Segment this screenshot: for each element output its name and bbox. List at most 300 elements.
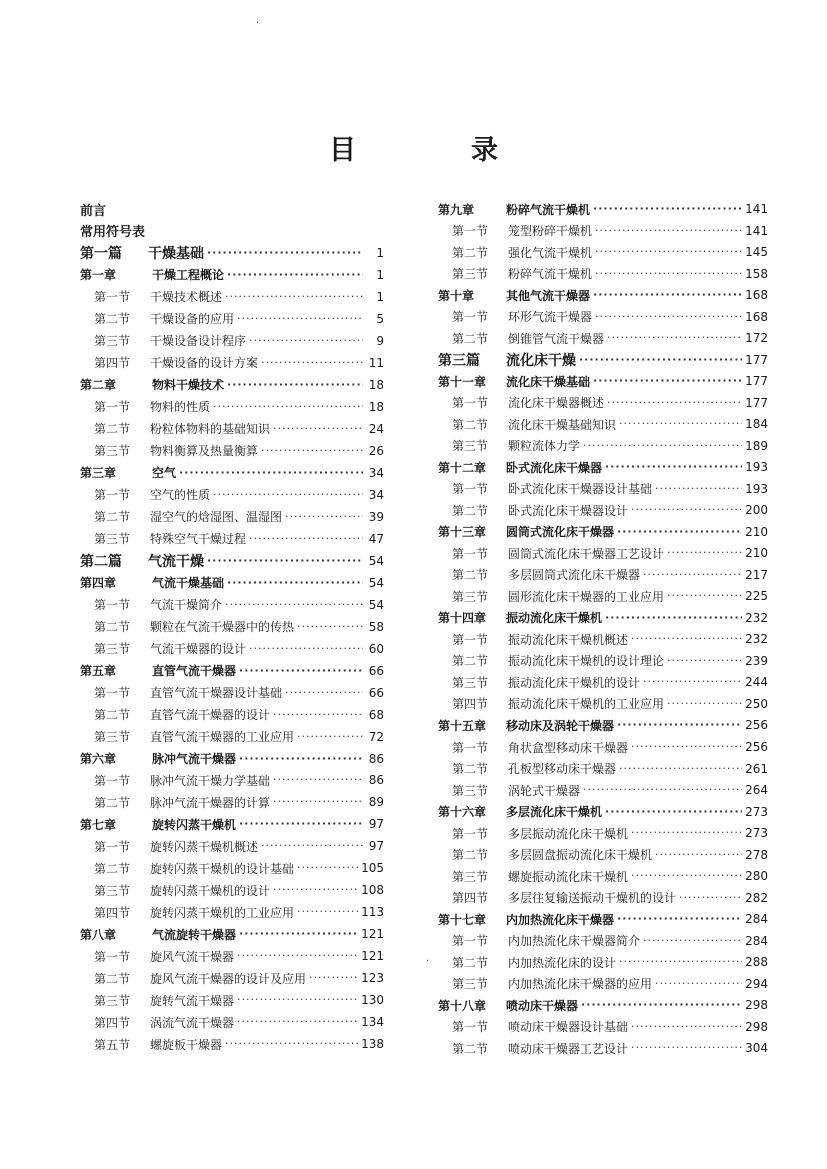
dot-leader [237,945,358,967]
toc-entry-title: 干燥设备的应用 [150,312,235,327]
toc-entry-number: 第一节 [94,488,131,503]
toc-entry-section [438,650,768,672]
dot-leader [179,462,363,484]
toc-entry-number: 第十三章 [438,525,487,540]
toc-entry-title: 物料干燥技术 [152,378,225,393]
toc-entry-page: 256 [745,740,768,754]
toc-entry-number: 第一节 [452,396,489,411]
toc-entry-title: 干燥设备的设计方案 [150,356,259,371]
toc-entry-title: 干燥设备设计程序 [150,334,247,349]
toc-entry-page: 200 [745,503,768,518]
toc-entry-page: 158 [745,266,768,281]
toc-entry-number: 第三节 [94,993,131,1008]
toc-entry-section [438,564,768,586]
toc-entry-page: 232 [745,632,768,647]
toc-entry-number: 第二篇 [80,553,122,570]
dot-leader [593,370,742,392]
toc-entry-number: 第五节 [94,1037,131,1052]
toc-entry-title: 移动床及涡轮干燥器 [506,718,615,733]
dot-leader [249,528,363,550]
toc-entry-chapter [438,456,768,478]
dot-leader [237,308,363,330]
dot-leader [631,736,742,758]
dot-leader [655,478,742,500]
toc-entry-title: 振动流化床干燥机 [506,611,603,626]
dot-leader [273,769,363,791]
toc-entry-number: 第二节 [452,503,489,518]
toc-entry-page: 217 [745,567,768,582]
toc-entry-page: 193 [745,481,768,496]
dot-leader [595,220,742,242]
dot-leader [225,286,363,308]
toc-entry-number: 第一节 [94,949,131,964]
toc-entry-section [438,693,768,715]
toc-entry-title: 振动流化床干燥机的设计 [508,675,641,690]
toc-entry-title: 螺旋板干燥器 [150,1037,223,1052]
toc-entry-number: 第六章 [80,752,117,766]
toc-entry-page: 232 [745,610,768,625]
toc-entry-page: 86 [368,773,384,788]
toc-entry-title: 强化气流干燥机 [508,245,593,260]
toc-entry-chapter [438,521,768,543]
toc-entry-chapter [438,994,768,1016]
toc-entry-title: 空气的性质 [150,488,211,503]
toc-entry-section [80,879,384,901]
toc-entry-page: 280 [745,869,768,884]
toc-entry-page: 123 [361,971,384,986]
toc-entry-number: 第九章 [438,202,475,217]
toc-entry-title: 喷动床干燥器 [506,998,579,1013]
toc-entry-title: 角状盒型移动床干燥器 [508,740,629,755]
toc-entry-number: 第十一章 [438,374,487,389]
toc-entry-page: 239 [745,653,768,668]
toc-entry-page: 189 [745,438,768,453]
dot-leader [617,521,742,543]
toc-entry-front [80,220,384,242]
toc-entry-section [80,945,384,967]
toc-entry-chapter [438,801,768,823]
toc-entry-page: 193 [745,460,768,475]
toc-entry-number: 第一节 [452,482,489,497]
toc-entry-page: 138 [361,1037,384,1052]
toc-entry-chapter [80,264,384,286]
dot-leader [643,564,742,586]
toc-entry-page: 294 [745,976,768,991]
dot-leader [273,879,358,901]
toc-entry-section [438,779,768,801]
toc-entry-title: 气流干燥器的设计 [150,642,247,657]
toc-entry-section [80,418,384,440]
toc-entry-section [438,392,768,414]
toc-entry-number: 第一节 [94,686,131,701]
toc-entry-title: 螺旋振动流化床干燥机 [508,869,629,884]
toc-entry-section [438,542,768,564]
toc-entry-number: 第三节 [94,334,131,349]
toc-entry-number: 第八章 [80,927,117,942]
toc-entry-number: 第四章 [80,576,117,591]
dot-leader [109,198,363,220]
toc-entry-page: 141 [745,223,768,238]
toc-entry-title: 多层振动流化床干燥机 [508,826,629,841]
toc-entry-page: 177 [745,395,768,410]
toc-entry-part [80,242,384,264]
toc-entry-title: 振动流化床干燥机概述 [508,632,629,647]
toc-entry-number: 第四节 [452,697,489,712]
toc-entry-part [438,349,768,371]
toc-entry-title: 多层圆盘振动流化床干燥机 [508,848,653,863]
dot-leader [207,550,363,572]
dot-leader [619,413,742,435]
toc-entry-section [80,638,384,660]
dot-leader [607,392,742,414]
toc-entry-title: 多层流化床干燥机 [506,805,603,820]
toc-entry-number: 第二章 [80,378,117,393]
toc-entry-chapter [438,284,768,306]
toc-entry-page: 210 [745,524,768,539]
dot-leader [605,607,742,629]
toc-entry-title: 多层圆筒式流化床干燥器 [508,568,641,583]
toc-entry-page: 39 [368,509,384,524]
toc-entry-number: 第二节 [452,955,489,970]
toc-entry-title: 振动流化床干燥机的工业应用 [508,697,665,712]
toc-entry-number: 第三节 [94,444,131,459]
toc-entry-section [80,352,384,374]
toc-entry-number: 第十六章 [438,805,487,820]
toc-entry-number: 第一篇 [80,245,122,262]
dot-leader [297,901,358,923]
toc-entry-title: 粉粒体物料的基础知识 [150,422,271,437]
toc-entry-number: 第二节 [94,422,131,437]
toc-entry-section [80,901,384,923]
toc-entry-section [80,616,384,638]
dot-leader [237,989,358,1011]
toc-entry-number: 第一节 [94,598,131,613]
toc-entry-section [438,241,768,263]
toc-entry-title: 卧式流化床干燥器设计 [508,503,629,518]
toc-entry-title: 喷动床干燥器工艺设计 [508,1041,629,1056]
toc-entry-number: 第二节 [452,654,489,669]
toc-entry-title: 内加热流化床干燥器简介 [508,934,641,949]
toc-entry-section [80,594,384,616]
toc-entry-page: 278 [745,847,768,862]
toc-entry-number: 第一节 [452,826,489,841]
toc-entry-chapter [80,572,384,594]
toc-entry-section [438,1037,768,1059]
toc-entry-page: 304 [745,1041,768,1056]
toc-entry-chapter [80,748,384,770]
toc-entry-number: 第三节 [452,977,489,992]
dot-leader [631,628,742,650]
toc-entry-number: 第一节 [452,934,489,949]
toc-entry-number: 第一节 [94,839,131,854]
toc-entry-number: 第二节 [452,848,489,863]
toc-entry-section [438,327,768,349]
toc-entry-title: 内加热流化床干燥器 [506,912,615,927]
toc-entry-title: 湿空气的焓湿图、温湿图 [150,510,283,525]
toc-entry-number: 第二节 [452,245,489,260]
toc-entry-section [80,330,384,352]
toc-entry-page: 60 [368,641,384,656]
toc-entry-number: 第二节 [94,971,131,986]
toc-entry-number: 第二节 [94,795,131,810]
dot-leader [207,242,363,264]
dot-leader [225,1033,358,1055]
dot-leader [593,284,742,306]
toc-entry-chapter [438,908,768,930]
toc-entry-section [80,1011,384,1033]
toc-entry-page: 97 [368,817,384,832]
toc-entry-chapter [438,714,768,736]
toc-entry-title: 干燥基础 [148,245,204,262]
toc-entry-page: 298 [745,998,768,1013]
dot-leader [579,349,742,371]
toc-entry-number: 第三节 [94,642,131,657]
toc-entry-page: 172 [745,331,768,346]
toc-entry-title: 振动流化床干燥机的设计理论 [508,654,665,669]
toc-entry-number: 第三节 [452,675,489,690]
toc-entry-page: 66 [368,663,384,678]
dot-leader [239,660,363,682]
toc-entry-title: 直管气流干燥器设计基础 [150,686,283,701]
toc-entry-page: 298 [745,1019,768,1034]
toc-entry-section [438,865,768,887]
toc-entry-page: 58 [368,619,384,634]
toc-entry-number: 第三节 [452,869,489,884]
toc-entry-title: 颗粒流体力学 [508,439,581,454]
dot-leader [619,758,742,780]
dot-leader [237,1011,358,1033]
toc-entry-number: 第十八章 [438,998,487,1013]
toc-entry-chapter [80,923,384,945]
dot-leader [273,418,363,440]
dot-leader [607,327,742,349]
toc-entry-section [80,528,384,550]
toc-entry-title: 笼型粉碎干燥机 [508,224,593,239]
toc-entry-section [80,967,384,989]
dot-leader [617,714,742,736]
toc-entry-section [438,844,768,866]
toc-entry-number: 第一节 [452,546,489,561]
toc-entry-section [438,973,768,995]
toc-entry-section [80,857,384,879]
toc-entry-section [80,682,384,704]
toc-entry-page: 250 [745,696,768,711]
toc-entry-section [438,822,768,844]
toc-entry-number: 第三章 [80,466,117,481]
toc-entry-title: 粉碎气流干燥机 [506,202,591,217]
toc-entry-section [80,704,384,726]
toc-entry-page: 5 [376,311,384,326]
dot-leader [619,951,742,973]
dot-leader [605,456,742,478]
toc-entry-section [438,671,768,693]
toc-entry-section [80,835,384,857]
dot-leader [631,499,742,521]
toc-entry-chapter [438,370,768,392]
toc-entry-number: 第四节 [452,891,489,906]
toc-entry-number: 第三节 [452,783,489,798]
toc-entry-chapter [80,462,384,484]
toc-entry-section [80,791,384,813]
toc-entry-number: 第三节 [452,589,489,604]
toc-entry-number: 第一节 [94,773,131,788]
toc-entry-number: 第二节 [452,762,489,777]
toc-entry-title: 气流干燥 [148,553,204,570]
toc-entry-page: 26 [368,443,384,458]
toc-entry-number: 第二节 [94,510,131,525]
dot-leader [273,704,363,726]
toc-entry-page: 24 [368,421,384,436]
toc-entry-section [438,1016,768,1038]
toc-entry-page: 34 [368,465,384,480]
toc-entry-section [438,951,768,973]
toc-entry-page: 225 [745,589,768,604]
toc-entry-title: 内加热流化床干燥器的应用 [508,977,653,992]
toc-entry-page: 284 [745,912,768,927]
dot-leader [593,198,742,220]
toc-entry-page: 86 [368,751,384,766]
dot-leader [667,693,742,715]
toc-entry-title: 圆筒式流化床干燥器 [506,525,615,540]
toc-entry-title: 旋转闪蒸干燥机的工业应用 [150,905,295,920]
toc-entry-title: 旋转闪蒸干燥机概述 [150,839,259,854]
toc-entry-number: 第二节 [94,620,131,635]
toc-entry-number: 第二节 [452,417,489,432]
toc-entry-page: 121 [361,949,384,964]
dot-leader [297,726,363,748]
toc-entry-page: 18 [368,399,384,414]
dot-leader [595,263,742,285]
toc-entry-page: 134 [361,1015,384,1030]
dot-leader [273,791,363,813]
toc-entry-front [80,198,384,220]
toc-entry-section [80,396,384,418]
toc-entry-title: 颗粒在气流干燥器中的传热 [150,620,295,635]
toc-entry-section [438,413,768,435]
toc-entry-page: 168 [745,288,768,303]
dot-leader [227,264,363,286]
toc-entry-title: 常用符号表 [80,225,146,241]
toc-entry-number: 第三篇 [438,352,480,369]
toc-entry-section [438,499,768,521]
toc-entry-title: 旋转闪蒸干燥机的设计 [150,883,271,898]
toc-entry-number: 第二节 [94,861,131,876]
dot-leader [227,374,363,396]
toc-entry-section [80,506,384,528]
toc-entry-title: 气流干燥基础 [152,576,225,591]
toc-entry-page: 34 [368,487,384,502]
toc-entry-title: 气流干燥简介 [150,598,223,613]
toc-entry-title: 脉冲气流干燥力学基础 [150,773,271,788]
dot-leader [595,306,742,328]
toc-entry-section [80,1033,384,1055]
scan-mark: · [426,956,430,967]
toc-entry-title: 旋转闪蒸干燥机的设计基础 [150,861,295,876]
toc-entry-page: 68 [368,707,384,722]
dot-leader [213,484,363,506]
dot-leader [655,973,742,995]
toc-entry-page: 9 [376,333,384,348]
dot-leader [261,440,363,462]
dot-leader [249,330,363,352]
toc-entry-number: 第三节 [452,439,489,454]
toc-entry-number: 第三节 [94,532,131,547]
toc-entry-page: 72 [368,729,384,744]
toc-entry-chapter [80,374,384,396]
dot-leader [581,994,742,1016]
toc-entry-page: 54 [368,597,384,612]
toc-entry-page: 288 [745,955,768,970]
toc-entry-number: 第一节 [452,310,489,325]
dot-leader [239,748,363,770]
dot-leader [285,682,363,704]
toc-entry-section [80,769,384,791]
toc-entry-number: 第二节 [452,331,489,346]
toc-entry-number: 第一节 [94,400,131,415]
toc-entry-page: 11 [368,355,384,370]
toc-entry-number: 第十五章 [438,718,487,733]
toc-entry-number: 第三节 [94,883,131,898]
toc-entry-page: 261 [745,761,768,776]
toc-entry-number: 第四节 [94,1015,131,1030]
toc-entry-title: 涡流气流干燥器 [150,1015,235,1030]
toc-entry-title: 旋转气流干燥器 [150,993,235,1008]
toc-entry-page: 145 [745,245,768,260]
toc-entry-page: 256 [745,718,768,733]
toc-entry-section [80,989,384,1011]
toc-entry-title: 圆筒式流化床干燥器工艺设计 [508,546,665,561]
toc-entry-title: 物料衡算及热量衡算 [150,444,259,459]
toc-entry-page: 177 [745,352,768,367]
toc-entry-title: 干燥技术概述 [150,290,223,305]
toc-entry-title: 卧式流化床干燥器设计基础 [508,482,653,497]
toc-entry-page: 244 [745,675,768,690]
toc-entry-page: 89 [368,795,384,810]
toc-entry-title: 喷动床干燥器设计基础 [508,1020,629,1035]
toc-entry-page: 282 [745,890,768,905]
dot-leader [631,822,742,844]
toc-entry-title: 特殊空气干燥过程 [150,532,247,547]
toc-entry-number: 第一章 [80,268,117,283]
toc-entry-title: 倒锥管气流干燥器 [508,331,605,346]
toc-entry-section [438,435,768,457]
dot-leader [297,616,363,638]
toc-entry-page: 54 [368,575,384,590]
toc-entry-number: 第十二章 [438,460,487,475]
dot-leader [655,844,742,866]
toc-entry-page: 177 [745,374,768,389]
dot-leader [285,506,363,528]
toc-entry-page: 1 [376,267,384,282]
toc-entry-part [80,550,384,572]
dot-leader [297,857,358,879]
toc-entry-section [80,286,384,308]
toc-entry-number: 第二节 [452,1041,489,1056]
toc-entry-number: 第一节 [452,224,489,239]
dot-leader [261,352,363,374]
toc-entry-number: 第三节 [452,267,489,282]
toc-entry-title: 脉冲气流干燥器 [152,752,237,766]
toc-entry-title: 旋风气流干燥器的设计及应用 [150,971,307,986]
toc-entry-title: 卧式流化床干燥器 [506,460,603,475]
toc-entry-page: 47 [368,531,384,546]
toc-entry-title: 脉冲气流干燥器的计算 [150,795,271,810]
toc-entry-title: 干燥工程概论 [152,268,225,283]
toc-entry-page: 66 [368,685,384,700]
dot-leader [667,585,742,607]
dot-leader [227,572,363,594]
dot-leader [239,813,363,835]
